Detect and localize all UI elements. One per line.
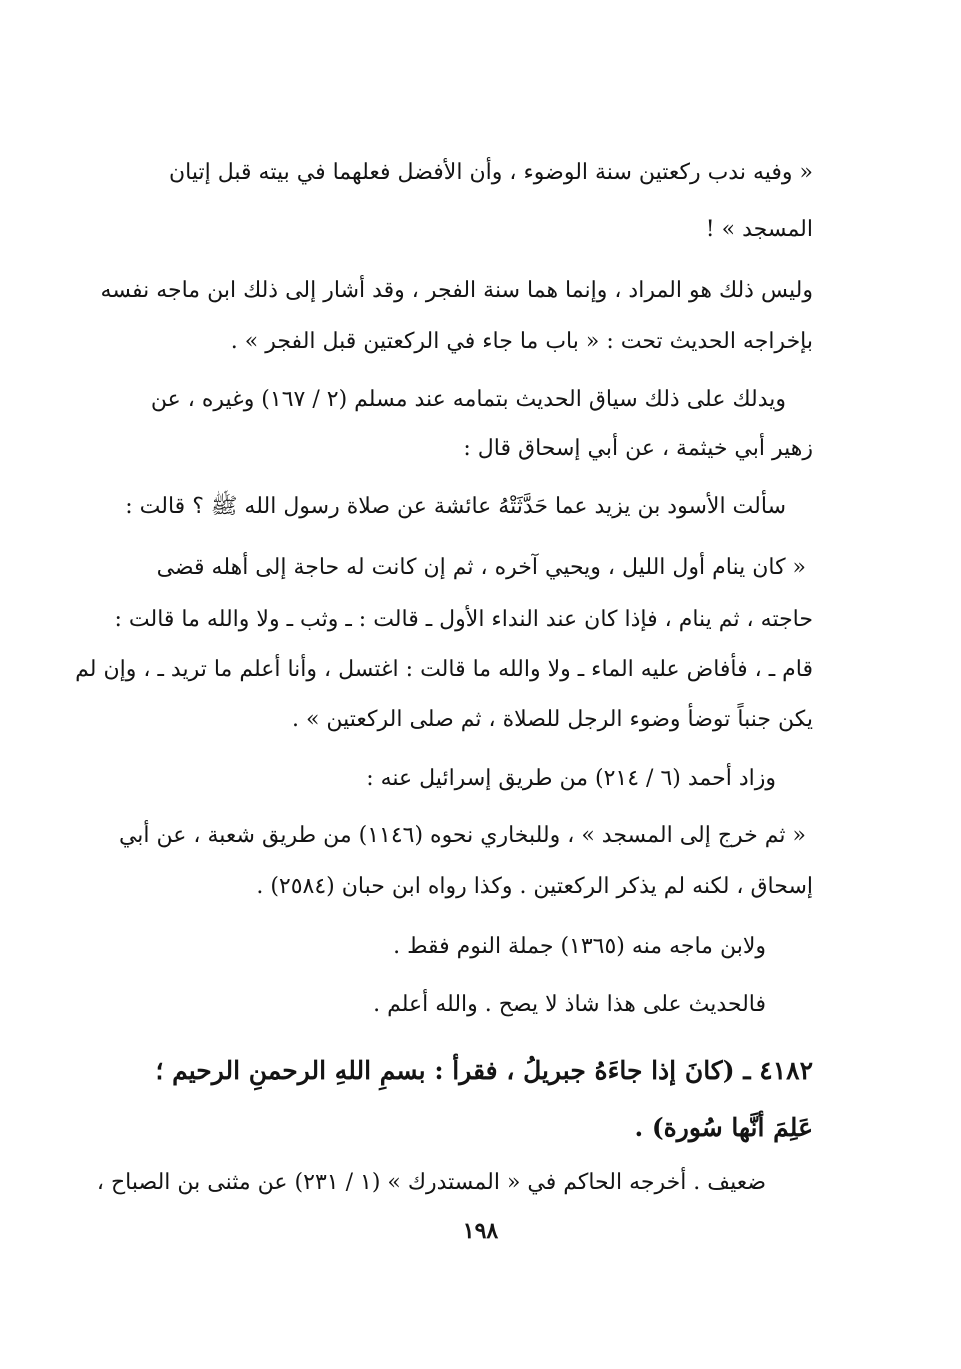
text-line: حاجته ، ثم ينام ، فإذا كان عند النداء الأول ـ قالت : ـ وثب ـ ولا والله ما قالت :: [114, 607, 813, 632]
text-line: ويدلك على ذلك سياق الحديث بتمامه عند مسلم (٢ / ١٦٧) وغيره ، عن: [150, 387, 786, 412]
text-line: « كان ينام أول الليل ، ويحيي آخره ، ثم إن كانت له حاجة إلى أهله قضى: [156, 555, 806, 580]
text-line: المسجد » !: [705, 217, 813, 242]
text-line: يكن جنباً توضأ وضوء الرجل للصلاة ، ثم صلى الركعتين » .: [291, 707, 813, 732]
text-line: زهير أبي خيثمة ، عن أبي إسحاق قال :: [463, 436, 813, 461]
text-line: قام ـ ، فأفاض عليه الماء ـ ولا والله ما قالت : اغتسل ، وأنا أعلم ما تريد ـ ، وإن لم: [75, 657, 813, 682]
hadith-heading: ٤١٨٢ ـ (كانَ إذا جاءَهُ جبريلُ ، فقرأ : بسمِ اللهِ الرحمنِ الرحيم ؛: [155, 1056, 813, 1085]
text-line: فالحديث على هذا شاذ لا يصح . والله أعلم .: [373, 992, 766, 1017]
text-line: « ثم خرج إلى المسجد » ، وللبخاري نحوه (١١٤٦) من طريق شعبة ، عن أبي: [118, 823, 806, 848]
text-line: بإخراجه الحديث تحت : « باب ما جاء في الركعتين قبل الفجر » .: [230, 329, 813, 354]
page-number: ١٩٨: [462, 1218, 499, 1244]
text-line: ضعيف . أخرجه الحاكم في « المستدرك » (١ / ٢٣١) عن مثنى بن الصباح ،: [96, 1170, 766, 1195]
text-line: وليس ذلك هو المراد ، وإنما هما سنة الفجر ، وقد أشار إلى ذلك ابن ماجه نفسه: [100, 278, 813, 303]
text-line: « وفيه ندب ركعتين سنة الوضوء ، وأن الأفضل فعلهما في بيته قبل إتيان: [169, 160, 813, 185]
text-line: إسحاق ، لكنه لم يذكر الركعتين . وكذا رواه ابن حبان (٢٥٨٤) .: [256, 874, 813, 899]
text-line: سألت الأسود بن يزيد عما حَدَّثَتْهُ عائشة عن صلاة رسول الله ﷺ ؟ قالت :: [125, 494, 786, 519]
hadith-heading: عَلِمَ أنَّها سُورة) .: [634, 1113, 813, 1142]
text-line: ولابن ماجه منه (١٣٦٥) جملة النوم فقط .: [393, 934, 766, 959]
text-line: وزاد أحمد (٦ / ٢١٤) من طريق إسرائيل عنه :: [366, 766, 776, 791]
